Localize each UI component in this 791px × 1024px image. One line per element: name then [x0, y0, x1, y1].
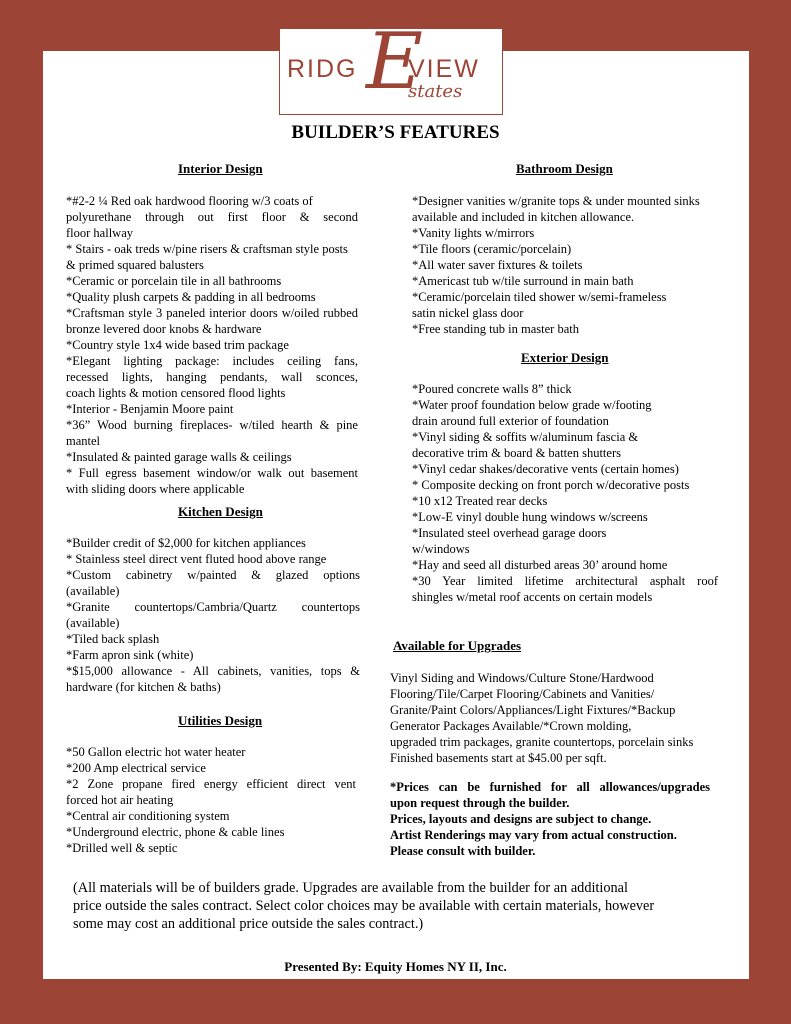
list-line: *Americast tub w/tile surround in main bath: [412, 274, 634, 288]
list-line: (All materials will be of builders grade. Upgrades are available from the builder for an additional: [73, 880, 628, 896]
list-line: recessed lights, hanging pendants, wall sconces,: [66, 370, 358, 384]
list-line: *50 Gallon electric hot water heater: [66, 745, 246, 759]
kitchen-design-heading: Kitchen Design: [178, 504, 263, 519]
list-line: (available): [66, 616, 120, 630]
list-line: *Builder credit of $2,000 for kitchen appliances: [66, 536, 306, 550]
list-line: * Full egress basement window/or walk out basement: [66, 466, 358, 480]
list-line: *Prices can be furnished for all allowances/upgrades: [390, 780, 710, 794]
utilities-design-list: [66, 744, 356, 856]
list-line: Artist Renderings may vary from actual construction.: [390, 828, 677, 842]
list-line: *Low-E vinyl double hung windows w/screens: [412, 510, 648, 524]
list-line: *#2-2 ¼ Red oak hardwood flooring w/3 coats of: [66, 194, 313, 208]
presented-by: Presented By: Equity Homes NY II, Inc.: [284, 959, 507, 974]
list-line: decorative trim & board & batten shutters: [412, 446, 621, 460]
logo-text-e: E: [366, 17, 423, 107]
interior-design-heading: Interior Design: [178, 161, 263, 176]
list-line: *Insulated & painted garage walls & ceilings: [66, 450, 292, 464]
list-line: *Granite countertops/Cambria/Quartz countertops: [66, 600, 360, 614]
page-title: BUILDER’S FEATURES: [291, 122, 500, 143]
list-line: polyurethane through out first floor & second: [66, 210, 358, 224]
list-line: *Country style 1x4 wide based trim package: [66, 338, 289, 352]
list-line: *Poured concrete walls 8” thick: [412, 382, 572, 396]
list-line: forced hot air heating: [66, 793, 174, 807]
list-line: *10 x12 Treated rear decks: [412, 494, 548, 508]
list-line: *36” Wood burning fireplaces- w/tiled hearth & pine: [66, 418, 358, 432]
list-line: * Stairs - oak treds w/pine risers & craftsman style posts: [66, 242, 348, 256]
upgrades-notes: [390, 779, 710, 859]
list-line: *Designer vanities w/granite tops & under mounted sinks: [412, 194, 700, 208]
list-line: *Tiled back splash: [66, 632, 160, 646]
list-line: *Water proof foundation below grade w/footing: [412, 398, 652, 412]
list-line: * Composite decking on front porch w/decorative posts: [412, 478, 690, 492]
list-line: *Underground electric, phone & cable lines: [66, 825, 285, 839]
list-line: *Vinyl siding & soffits w/aluminum fascia &: [412, 430, 639, 444]
list-line: *Craftsman style 3 paneled interior doors w/oiled rubbed: [66, 306, 358, 320]
list-line: Granite/Paint Colors/Appliances/Light Fixtures/*Backup: [390, 703, 676, 717]
list-line: *2 Zone propane fired energy efficient direct vent: [66, 777, 356, 791]
list-line: *Vinyl cedar shakes/decorative vents (certain homes): [412, 462, 679, 476]
list-line: available and included in kitchen allowance.: [412, 210, 635, 224]
list-line: *Tile floors (ceramic/porcelain): [412, 242, 572, 256]
list-line: Vinyl Siding and Windows/Culture Stone/Hardwood: [390, 671, 654, 685]
list-line: * Stainless steel direct vent fluted hood above range: [66, 552, 327, 566]
logo-text-ridg: RIDG: [287, 55, 358, 83]
logo-text-states: states: [408, 81, 463, 102]
list-line: *Free standing tub in master bath: [412, 322, 579, 336]
list-line: *30 Year limited lifetime architectural asphalt roof: [412, 574, 718, 588]
utilities-design-heading: Utilities Design: [178, 713, 263, 728]
list-line: & primed squared balusters: [66, 258, 204, 272]
list-line: *Quality plush carpets & padding in all bedrooms: [66, 290, 316, 304]
kitchen-design-list: [66, 535, 360, 695]
list-line: Flooring/Tile/Carpet Flooring/Cabinets and Vanities/: [390, 687, 655, 701]
list-line: *Farm apron sink (white): [66, 648, 194, 662]
list-line: Finished basements start at $45.00 per sqft.: [390, 751, 607, 765]
list-line: drain around full exterior of foundation: [412, 414, 609, 428]
list-line: *Central air conditioning system: [66, 809, 230, 823]
list-line: bronze levered door knobs & hardware: [66, 322, 262, 336]
list-line: *Custom cabinetry w/painted & glazed options: [66, 568, 360, 582]
exterior-design-list: [412, 381, 718, 605]
list-line: *Drilled well & septic: [66, 841, 178, 855]
bathroom-design-list: [412, 193, 730, 337]
list-line: *All water saver fixtures & toilets: [412, 258, 583, 272]
upgrades-heading: Available for Upgrades: [393, 638, 522, 653]
list-line: *Ceramic/porcelain tiled shower w/semi-frameless: [412, 290, 667, 304]
list-line: (available): [66, 584, 120, 598]
list-line: Please consult with builder.: [390, 844, 536, 858]
exterior-design-heading: Exterior Design: [521, 350, 609, 365]
list-line: mantel: [66, 434, 101, 448]
list-line: upon request through the builder.: [390, 796, 570, 810]
list-line: price outside the sales contract. Select color choices may be available with certain materials, however: [73, 898, 655, 914]
list-line: floor hallway: [66, 226, 133, 240]
list-line: *$15,000 allowance - All cabinets, vanities, tops &: [66, 664, 360, 678]
upgrades-list: [390, 670, 720, 766]
list-line: Prices, layouts and designs are subject to change.: [390, 812, 652, 826]
bathroom-design-heading: Bathroom Design: [516, 161, 613, 176]
list-line: *200 Amp electrical service: [66, 761, 206, 775]
list-line: shingles w/metal roof accents on certain models: [412, 590, 653, 604]
list-line: satin nickel glass door: [412, 306, 524, 320]
list-line: coach lights & motion censored flood lights: [66, 386, 286, 400]
list-line: hardware (for kitchen & baths): [66, 680, 221, 694]
list-line: *Ceramic or porcelain tile in all bathrooms: [66, 274, 282, 288]
list-line: *Insulated steel overhead garage doors: [412, 526, 607, 540]
ridgeview-estates-logo: [279, 17, 503, 115]
list-line: *Interior - Benjamin Moore paint: [66, 402, 234, 416]
list-line: *Hay and seed all disturbed areas 30’ around home: [412, 558, 668, 572]
list-line: upgraded trim packages, granite countertops, porcelain sinks: [390, 735, 694, 749]
interior-design-list: [66, 193, 358, 497]
logo-text-view: VIEW: [408, 55, 480, 83]
list-line: some may cost an additional price outside the sales contract.): [73, 916, 424, 932]
list-line: *Elegant lighting package: includes ceiling fans,: [66, 354, 358, 368]
list-line: Generator Packages Available/*Crown molding,: [390, 719, 632, 733]
list-line: *Vanity lights w/mirrors: [412, 226, 535, 240]
list-line: w/windows: [412, 542, 470, 556]
materials-disclaimer: [73, 879, 713, 933]
list-line: with sliding doors where applicable: [66, 482, 245, 496]
